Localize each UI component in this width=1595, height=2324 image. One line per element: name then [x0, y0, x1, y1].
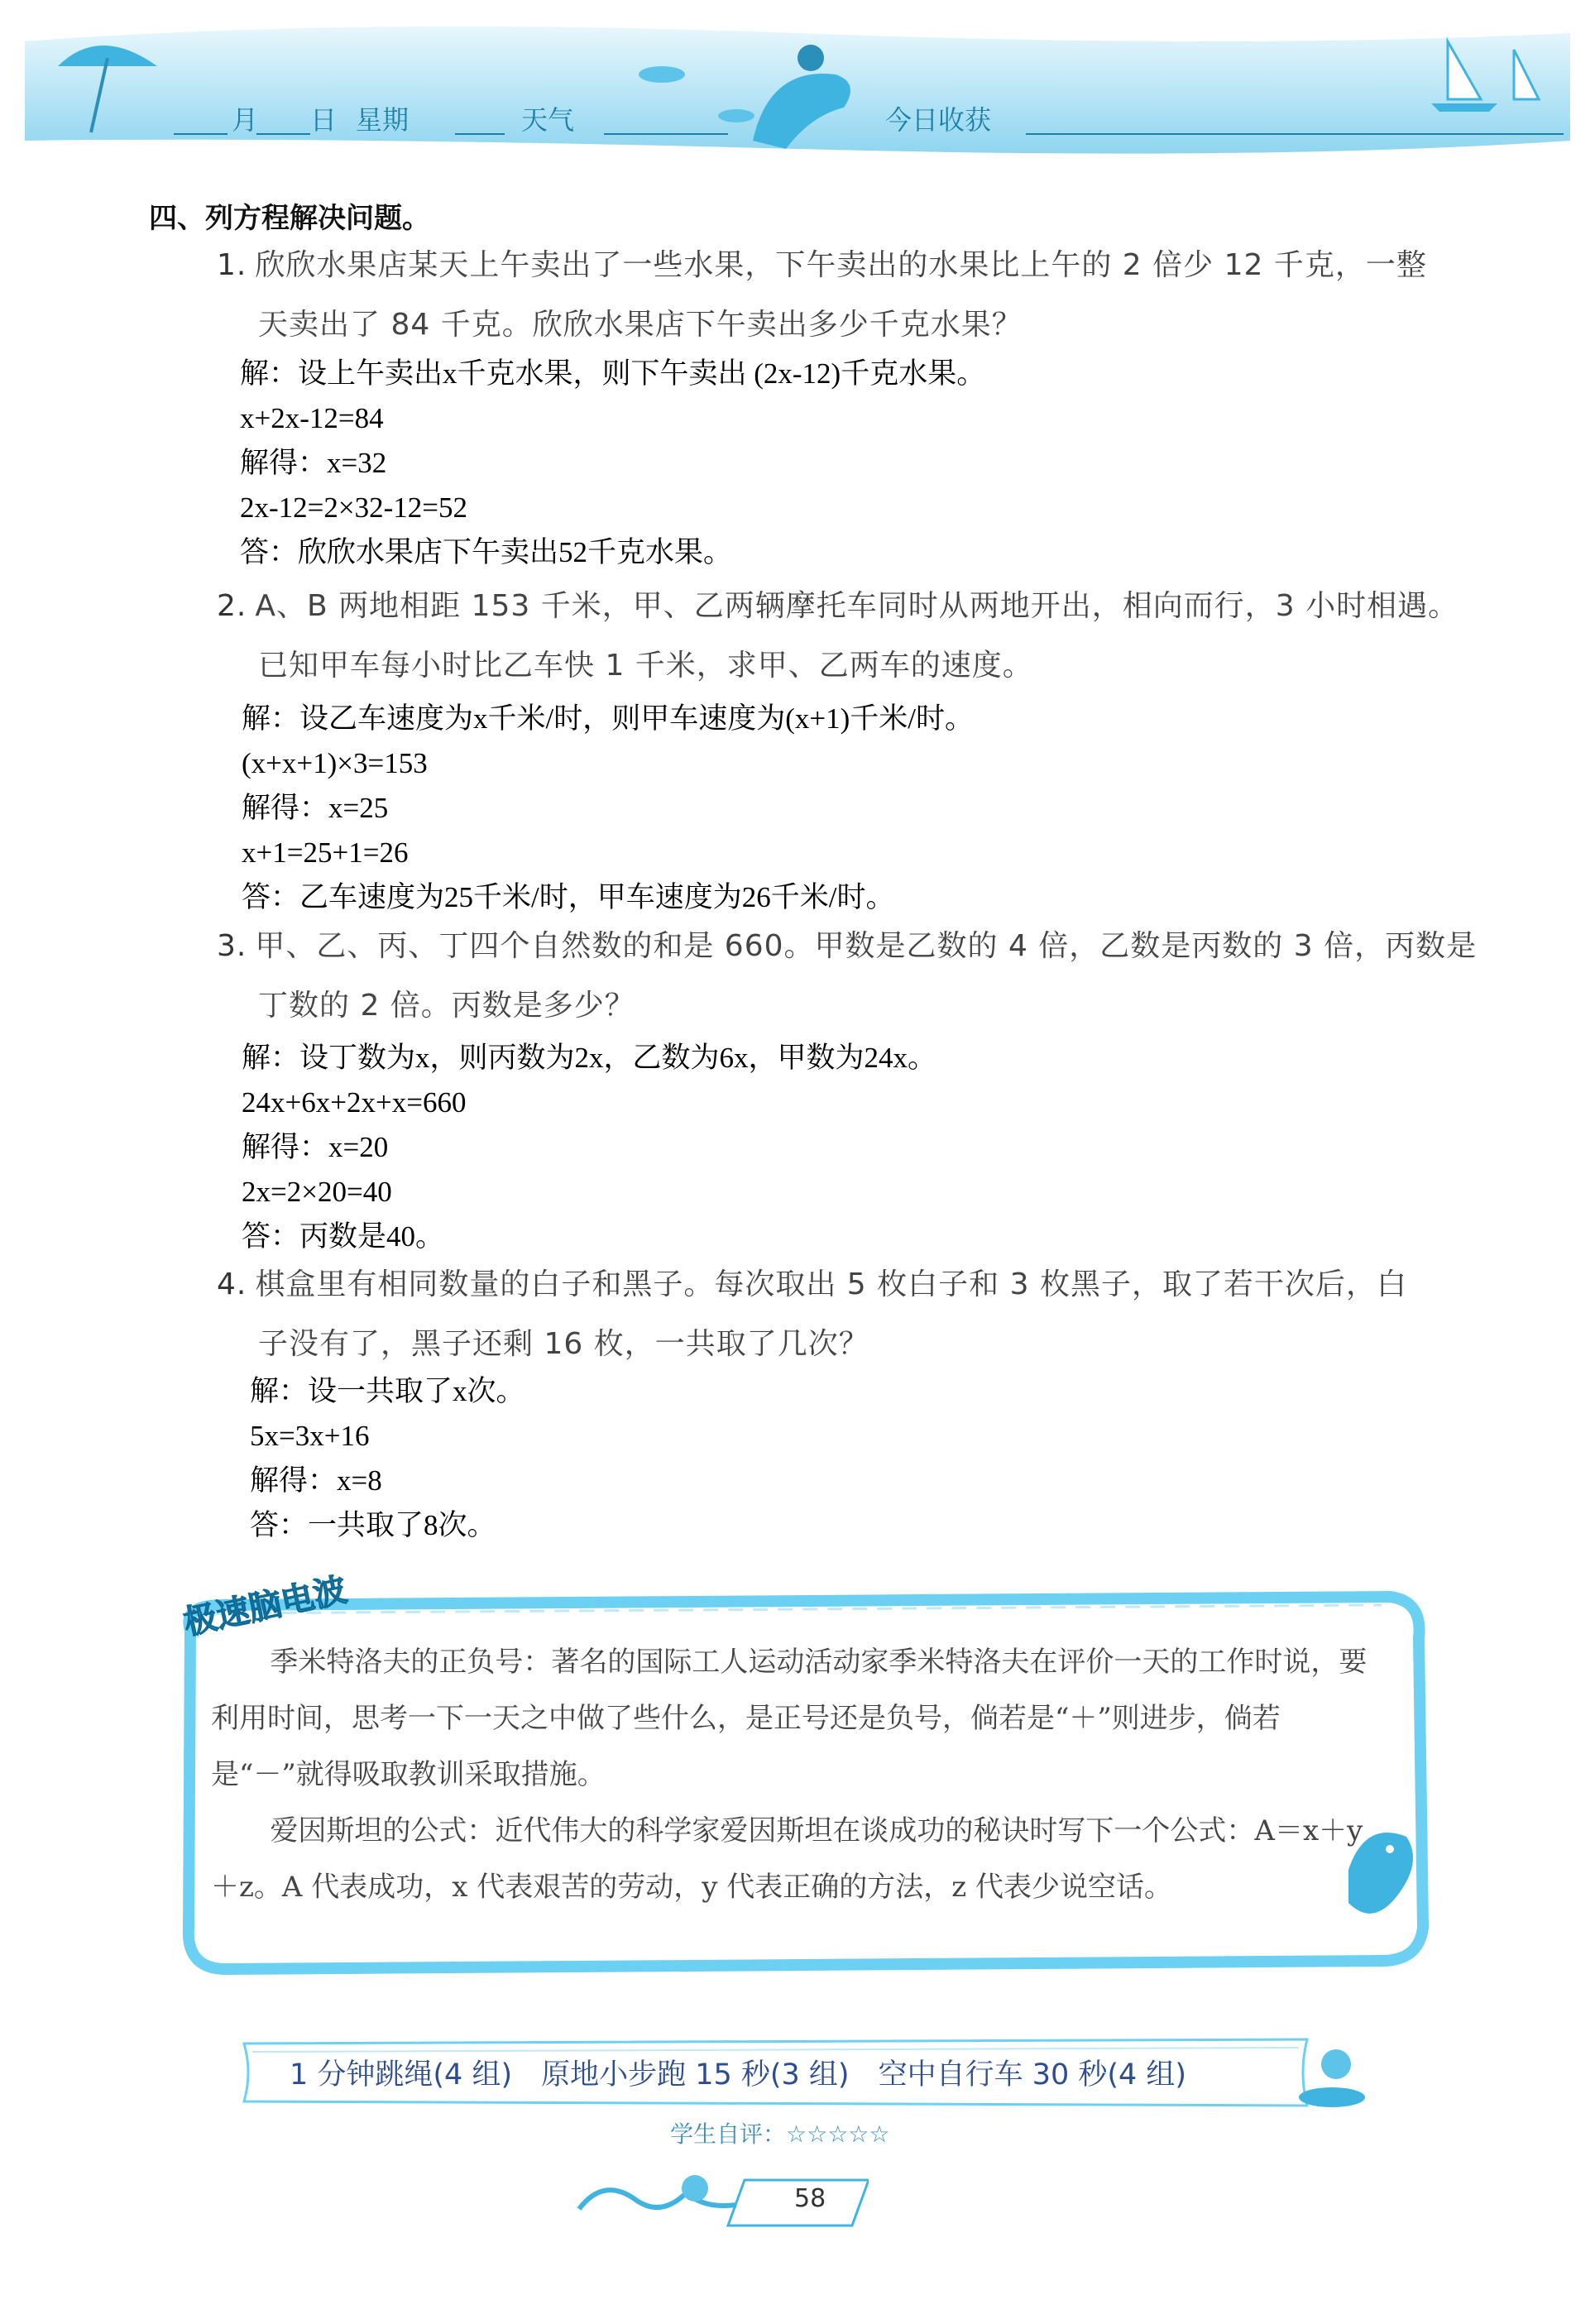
- answer-line: 5x=3x+16: [250, 1420, 370, 1452]
- harvest-label: 今日收获: [885, 104, 992, 136]
- problem-3-text: [217, 917, 1477, 1036]
- problem-line: 丁数的 2 倍。丙数是多少？: [258, 989, 635, 1023]
- day-label: 日: [310, 104, 338, 136]
- answer-line: (x+x+1)×3=153: [242, 747, 428, 779]
- problem-4-answer: [250, 1369, 525, 1548]
- problem-2-answer: [242, 697, 974, 920]
- answer-line: 答：乙车速度为25千米/时，甲车速度为26千米/时。: [242, 881, 895, 913]
- self-evaluation: 学生自评：☆☆☆☆☆: [670, 2120, 890, 2148]
- weather-label: 天气: [521, 104, 575, 136]
- problem-2-text: [217, 577, 1458, 696]
- month-label: 月: [232, 104, 259, 136]
- problem-line: 天卖出了 84 千克。欣欣水果店下午卖出多少千克水果？: [258, 308, 1023, 342]
- answer-line: 答：一共取了8次。: [250, 1509, 496, 1541]
- problem-number: 2.: [217, 589, 247, 623]
- section-title: 四、列方程解决问题。: [149, 202, 430, 235]
- answer-line: 解得：x=32: [240, 447, 387, 479]
- answer-line: 答：欣欣水果店下午卖出52千克水果。: [240, 536, 733, 568]
- problem-line: A、B 两地相距 153 千米，甲、乙两辆摩托车同时从两地开出，相向而行，3 小时相遇。: [255, 589, 1459, 623]
- brainwave-title: 极速脑电波: [180, 1570, 351, 1643]
- header-banner: [25, 17, 1570, 157]
- brainwave-text: [211, 1634, 1386, 1915]
- answer-line: 解：设乙车速度为x千米/时，则甲车速度为(x+1)千米/时。: [242, 702, 974, 735]
- problem-number: 3.: [217, 929, 247, 963]
- problem-line: 子没有了，黑子还剩 16 枚，一共取了几次？: [258, 1327, 869, 1361]
- answer-line: 解得：x=25: [242, 792, 389, 824]
- problem-number: 1.: [217, 248, 247, 282]
- brainwave-paragraph: 爱因斯坦的公式：近代伟大的科学家爱因斯坦在谈成功的秘诀时写下一个公式：A＝x＋y＋z。A 代表成功，x 代表艰苦的劳动，y 代表正确的方法，z 代表少说空话。: [211, 1814, 1363, 1904]
- answer-line: 答：丙数是40。: [242, 1220, 445, 1253]
- answer-line: x+2x-12=84: [240, 402, 384, 434]
- brainwave-paragraph: 季米特洛夫的正负号：著名的国际工人运动活动家季米特洛夫在评价一天的工作时说，要利用时间，思考一下一天之中做了些什么，是正号还是负号，倘若是“＋”则进步，倘若是“－”就得吸取教训采取措施。: [211, 1646, 1367, 1791]
- exercise-text: 1 分钟跳绳(4 组) 原地小步跑 15 秒(3 组) 空中自行车 30 秒(4 组): [290, 2058, 1187, 2092]
- weekday-label: 星期: [356, 104, 410, 136]
- problem-line: 棋盒里有相同数量的白子和黑子。每次取出 5 枚白子和 3 枚黑子，取了若干次后，白: [255, 1267, 1407, 1301]
- answer-line: 解：设一共取了x次。: [250, 1375, 525, 1407]
- answer-line: 2x-12=2×32-12=52: [240, 491, 468, 524]
- answer-line: 24x+6x+2x+x=660: [242, 1086, 467, 1119]
- problem-line: 已知甲车每小时比乙车快 1 千米，求甲、乙两车的速度。: [258, 649, 1033, 683]
- answer-line: 解得：x=8: [250, 1464, 382, 1497]
- page-number: 58: [794, 2184, 826, 2213]
- problem-line: 欣欣水果店某天上午卖出了一些水果，下午卖出的水果比上午的 2 倍少 12 千克，一整: [255, 248, 1427, 282]
- answer-line: 解：设丁数为x，则丙数为2x，乙数为6x，甲数为24x。: [242, 1042, 937, 1074]
- problem-line: 甲、乙、丙、丁四个自然数的和是 660。甲数是乙数的 4 倍，乙数是丙数的 3 倍，丙数是: [255, 929, 1478, 963]
- problem-3-answer: [242, 1036, 936, 1259]
- problem-1-answer: [240, 352, 985, 575]
- answer-line: x+1=25+1=26: [242, 836, 409, 869]
- problem-number: 4.: [217, 1267, 247, 1301]
- frog-icon: [1299, 2049, 1365, 2107]
- water-splash-icon: [579, 2175, 736, 2209]
- answer-line: 解得：x=20: [242, 1131, 389, 1163]
- problem-4-text: [217, 1255, 1407, 1374]
- answer-line: 2x=2×20=40: [242, 1176, 392, 1208]
- problem-1-text: [217, 236, 1427, 355]
- answer-line: 解：设上午卖出x千克水果，则下午卖出 (2x-12)千克水果。: [240, 357, 986, 390]
